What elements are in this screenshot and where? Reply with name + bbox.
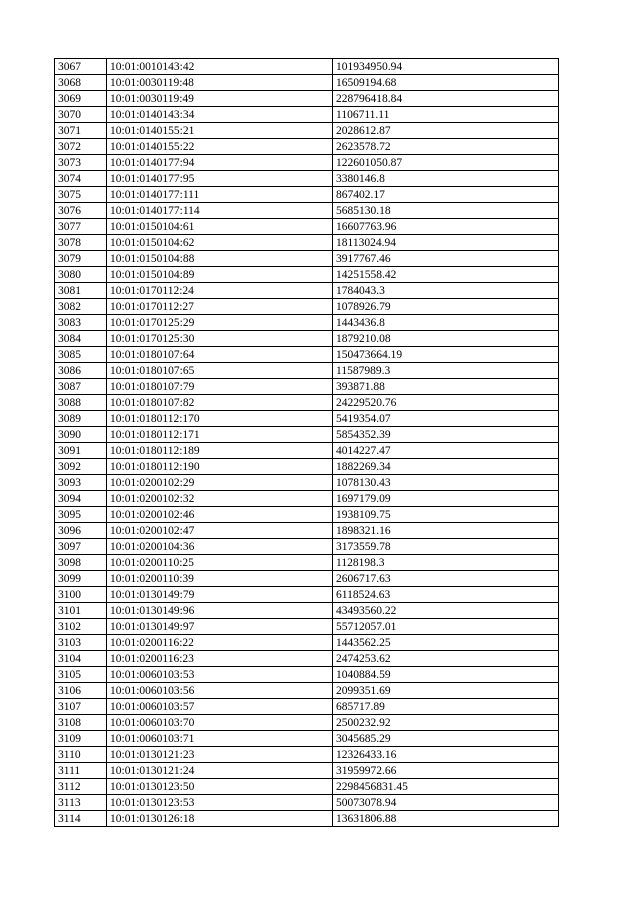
cadastral-number-cell: 10:01:0180112:190 <box>107 459 333 475</box>
cadastral-number-cell: 10:01:0140143:34 <box>107 107 333 123</box>
cadastral-number-cell: 10:01:0030119:49 <box>107 91 333 107</box>
table-row <box>55 139 559 155</box>
value-cell: 3173559.78 <box>333 539 559 555</box>
cadastral-number-cell: 10:01:0170125:29 <box>107 315 333 331</box>
cadastral-number-cell: 10:01:0170112:27 <box>107 299 333 315</box>
cadastral-number-cell: 10:01:0130149:97 <box>107 619 333 635</box>
value-cell: 2028612.87 <box>333 123 559 139</box>
table-row <box>55 587 559 603</box>
row-number-cell: 3098 <box>55 555 107 571</box>
table-row <box>55 763 559 779</box>
cadastral-number-cell: 10:01:0130121:24 <box>107 763 333 779</box>
table-row <box>55 443 559 459</box>
row-number-cell: 3081 <box>55 283 107 299</box>
row-number-cell: 3104 <box>55 651 107 667</box>
table-row <box>55 603 559 619</box>
value-cell: 31959972.66 <box>333 763 559 779</box>
table-row <box>55 667 559 683</box>
table-row <box>55 59 559 75</box>
table-row <box>55 299 559 315</box>
row-number-cell: 3094 <box>55 491 107 507</box>
value-cell: 1898321.16 <box>333 523 559 539</box>
row-number-cell: 3101 <box>55 603 107 619</box>
value-cell: 5854352.39 <box>333 427 559 443</box>
cadastral-number-cell: 10:01:0150104:89 <box>107 267 333 283</box>
row-number-cell: 3095 <box>55 507 107 523</box>
value-cell: 1938109.75 <box>333 507 559 523</box>
table-row <box>55 331 559 347</box>
row-number-cell: 3093 <box>55 475 107 491</box>
row-number-cell: 3074 <box>55 171 107 187</box>
table-row <box>55 171 559 187</box>
cadastral-number-cell: 10:01:0130123:53 <box>107 795 333 811</box>
cadastral-number-cell: 10:01:0130126:18 <box>107 811 333 827</box>
cadastral-number-cell: 10:01:0150104:62 <box>107 235 333 251</box>
table-row <box>55 107 559 123</box>
value-cell: 1784043.3 <box>333 283 559 299</box>
table-row <box>55 507 559 523</box>
row-number-cell: 3089 <box>55 411 107 427</box>
value-cell: 393871.88 <box>333 379 559 395</box>
row-number-cell: 3068 <box>55 75 107 91</box>
value-cell: 16607763.96 <box>333 219 559 235</box>
cadastral-number-cell: 10:01:0200116:23 <box>107 651 333 667</box>
value-cell: 2298456831.45 <box>333 779 559 795</box>
table-row <box>55 635 559 651</box>
table-row <box>55 795 559 811</box>
table-row <box>55 75 559 91</box>
cadastral-number-cell: 10:01:0200102:32 <box>107 491 333 507</box>
table-row <box>55 267 559 283</box>
row-number-cell: 3088 <box>55 395 107 411</box>
row-number-cell: 3108 <box>55 715 107 731</box>
cadastral-number-cell: 10:01:0200102:29 <box>107 475 333 491</box>
table-body <box>55 59 559 827</box>
table-row <box>55 315 559 331</box>
value-cell: 1697179.09 <box>333 491 559 507</box>
value-cell: 1443436.8 <box>333 315 559 331</box>
row-number-cell: 3090 <box>55 427 107 443</box>
value-cell: 2606717.63 <box>333 571 559 587</box>
cadastral-number-cell: 10:01:0180107:64 <box>107 347 333 363</box>
cadastral-number-cell: 10:01:0170112:24 <box>107 283 333 299</box>
row-number-cell: 3085 <box>55 347 107 363</box>
row-number-cell: 3112 <box>55 779 107 795</box>
value-cell: 18113024.94 <box>333 235 559 251</box>
value-cell: 1128198.3 <box>333 555 559 571</box>
cadastral-number-cell: 10:01:0140177:111 <box>107 187 333 203</box>
value-cell: 50073078.94 <box>333 795 559 811</box>
value-cell: 5419354.07 <box>333 411 559 427</box>
row-number-cell: 3070 <box>55 107 107 123</box>
value-cell: 1040884.59 <box>333 667 559 683</box>
table-row <box>55 395 559 411</box>
row-number-cell: 3100 <box>55 587 107 603</box>
value-cell: 43493560.22 <box>333 603 559 619</box>
row-number-cell: 3107 <box>55 699 107 715</box>
value-cell: 16509194.68 <box>333 75 559 91</box>
cadastral-number-cell: 10:01:0140177:95 <box>107 171 333 187</box>
cadastral-number-cell: 10:01:0150104:61 <box>107 219 333 235</box>
table-row <box>55 779 559 795</box>
row-number-cell: 3084 <box>55 331 107 347</box>
value-cell: 12326433.16 <box>333 747 559 763</box>
table-row <box>55 811 559 827</box>
value-cell: 685717.89 <box>333 699 559 715</box>
value-cell: 1882269.34 <box>333 459 559 475</box>
row-number-cell: 3105 <box>55 667 107 683</box>
cadastral-number-cell: 10:01:0180107:82 <box>107 395 333 411</box>
cadastral-number-cell: 10:01:0140177:114 <box>107 203 333 219</box>
table-row <box>55 411 559 427</box>
value-cell: 1078926.79 <box>333 299 559 315</box>
row-number-cell: 3110 <box>55 747 107 763</box>
value-cell: 2099351.69 <box>333 683 559 699</box>
value-cell: 101934950.94 <box>333 59 559 75</box>
value-cell: 5685130.18 <box>333 203 559 219</box>
cadastral-value-table <box>54 58 559 827</box>
cadastral-number-cell: 10:01:0170125:30 <box>107 331 333 347</box>
value-cell: 1879210.08 <box>333 331 559 347</box>
value-cell: 1106711.11 <box>333 107 559 123</box>
value-cell: 55712057.01 <box>333 619 559 635</box>
table-row <box>55 379 559 395</box>
row-number-cell: 3079 <box>55 251 107 267</box>
cadastral-number-cell: 10:01:0010143:42 <box>107 59 333 75</box>
table-row <box>55 203 559 219</box>
table-row <box>55 491 559 507</box>
cadastral-number-cell: 10:01:0060103:53 <box>107 667 333 683</box>
table-row <box>55 91 559 107</box>
row-number-cell: 3072 <box>55 139 107 155</box>
row-number-cell: 3086 <box>55 363 107 379</box>
row-number-cell: 3080 <box>55 267 107 283</box>
cadastral-number-cell: 10:01:0150104:88 <box>107 251 333 267</box>
table-row <box>55 235 559 251</box>
table-row <box>55 427 559 443</box>
cadastral-number-cell: 10:01:0130149:96 <box>107 603 333 619</box>
cadastral-number-cell: 10:01:0200110:25 <box>107 555 333 571</box>
table-row <box>55 683 559 699</box>
value-cell: 867402.17 <box>333 187 559 203</box>
cadastral-number-cell: 10:01:0200102:46 <box>107 507 333 523</box>
row-number-cell: 3077 <box>55 219 107 235</box>
value-cell: 13631806.88 <box>333 811 559 827</box>
cadastral-number-cell: 10:01:0200116:22 <box>107 635 333 651</box>
row-number-cell: 3078 <box>55 235 107 251</box>
cadastral-number-cell: 10:01:0130121:23 <box>107 747 333 763</box>
table-row <box>55 619 559 635</box>
value-cell: 1078130.43 <box>333 475 559 491</box>
cadastral-number-cell: 10:01:0180107:65 <box>107 363 333 379</box>
row-number-cell: 3097 <box>55 539 107 555</box>
table-row <box>55 523 559 539</box>
value-cell: 2474253.62 <box>333 651 559 667</box>
value-cell: 2500232.92 <box>333 715 559 731</box>
cadastral-number-cell: 10:01:0180112:189 <box>107 443 333 459</box>
table-row <box>55 459 559 475</box>
row-number-cell: 3083 <box>55 315 107 331</box>
cadastral-number-cell: 10:01:0200110:39 <box>107 571 333 587</box>
value-cell: 3380146.8 <box>333 171 559 187</box>
row-number-cell: 3092 <box>55 459 107 475</box>
row-number-cell: 3091 <box>55 443 107 459</box>
table-row <box>55 363 559 379</box>
table-row <box>55 715 559 731</box>
row-number-cell: 3071 <box>55 123 107 139</box>
row-number-cell: 3106 <box>55 683 107 699</box>
row-number-cell: 3076 <box>55 203 107 219</box>
table-row <box>55 251 559 267</box>
row-number-cell: 3096 <box>55 523 107 539</box>
table-row <box>55 283 559 299</box>
value-cell: 24229520.76 <box>333 395 559 411</box>
value-cell: 2623578.72 <box>333 139 559 155</box>
table-row <box>55 571 559 587</box>
cadastral-number-cell: 10:01:0130149:79 <box>107 587 333 603</box>
table-row <box>55 731 559 747</box>
cadastral-number-cell: 10:01:0200102:47 <box>107 523 333 539</box>
cadastral-number-cell: 10:01:0060103:71 <box>107 731 333 747</box>
value-cell: 4014227.47 <box>333 443 559 459</box>
table-row <box>55 651 559 667</box>
table-row <box>55 155 559 171</box>
row-number-cell: 3073 <box>55 155 107 171</box>
cadastral-number-cell: 10:01:0200104:36 <box>107 539 333 555</box>
value-cell: 3045685.29 <box>333 731 559 747</box>
cadastral-number-cell: 10:01:0180112:171 <box>107 427 333 443</box>
value-cell: 1443562.25 <box>333 635 559 651</box>
table-row <box>55 555 559 571</box>
table-row <box>55 347 559 363</box>
table-row <box>55 747 559 763</box>
row-number-cell: 3087 <box>55 379 107 395</box>
cadastral-number-cell: 10:01:0180107:79 <box>107 379 333 395</box>
cadastral-number-cell: 10:01:0060103:57 <box>107 699 333 715</box>
row-number-cell: 3103 <box>55 635 107 651</box>
row-number-cell: 3099 <box>55 571 107 587</box>
cadastral-number-cell: 10:01:0180112:170 <box>107 411 333 427</box>
row-number-cell: 3067 <box>55 59 107 75</box>
table-row <box>55 123 559 139</box>
value-cell: 122601050.87 <box>333 155 559 171</box>
row-number-cell: 3075 <box>55 187 107 203</box>
row-number-cell: 3082 <box>55 299 107 315</box>
cadastral-number-cell: 10:01:0140155:21 <box>107 123 333 139</box>
cadastral-number-cell: 10:01:0060103:56 <box>107 683 333 699</box>
value-cell: 150473664.19 <box>333 347 559 363</box>
row-number-cell: 3102 <box>55 619 107 635</box>
value-cell: 3917767.46 <box>333 251 559 267</box>
value-cell: 228796418.84 <box>333 91 559 107</box>
table-row <box>55 699 559 715</box>
table-row <box>55 475 559 491</box>
table-row <box>55 539 559 555</box>
row-number-cell: 3114 <box>55 811 107 827</box>
row-number-cell: 3069 <box>55 91 107 107</box>
table-row <box>55 187 559 203</box>
table-row <box>55 219 559 235</box>
cadastral-number-cell: 10:01:0030119:48 <box>107 75 333 91</box>
row-number-cell: 3109 <box>55 731 107 747</box>
value-cell: 6118524.63 <box>333 587 559 603</box>
cadastral-number-cell: 10:01:0140177:94 <box>107 155 333 171</box>
cadastral-number-cell: 10:01:0130123:50 <box>107 779 333 795</box>
cadastral-number-cell: 10:01:0140155:22 <box>107 139 333 155</box>
row-number-cell: 3111 <box>55 763 107 779</box>
value-cell: 11587989.3 <box>333 363 559 379</box>
row-number-cell: 3113 <box>55 795 107 811</box>
value-cell: 14251558.42 <box>333 267 559 283</box>
cadastral-number-cell: 10:01:0060103:70 <box>107 715 333 731</box>
